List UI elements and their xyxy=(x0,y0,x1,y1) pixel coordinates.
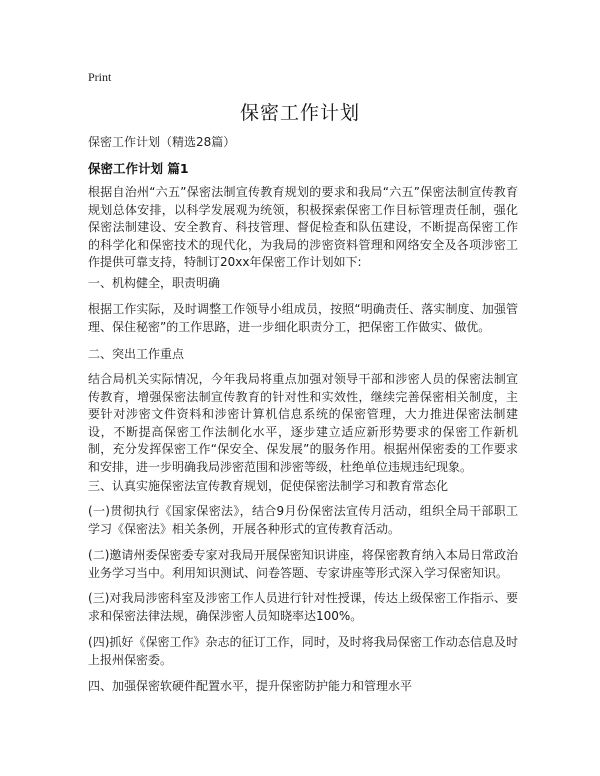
heading-key-work: 二、突出工作重点 xyxy=(88,347,185,361)
section-heading: 保密工作计划 篇1 xyxy=(88,161,189,176)
page-title: 保密工作计划 xyxy=(239,102,360,124)
intro-paragraph: 根据自治州“六五”保密法制宣传教育规划的要求和我局“六五”保密法制宣传教育规划总体安排，以科学发展观为统领，积极探索保密工作目标管理责任制，强化保密法制建设、安全教育、科技管理、督促检查和队伍建设，不断提高保密工作的科学化和保密技术的现代化，为我局的涉密资料管理和网络安全及各项涉密工作提供可靠支持，特制订20xx年保密工作计划如下: xyxy=(88,185,518,269)
document-subtitle: 保密工作计划（精选28篇） xyxy=(88,135,236,149)
list-item: (四)抓好《保密工作》杂志的征订工作，同时，及时将我局保密工作动态信息及时上报州保密委。 xyxy=(88,635,518,667)
heading-institution: 一、机构健全，职责明确 xyxy=(88,276,221,290)
list-item: (三)对我局涉密科室及涉密工作人员进行针对性授课，传达上级保密工作指示、要求和保密法律法规，确保涉密人员知晓率达100%。 xyxy=(88,591,518,623)
heading-education-plan: 三、认真实施保密法宣传教育规划，促使保密法制学习和教育常态化 xyxy=(88,479,449,493)
heading-hardware: 四、加强保密软硬件配置水平，提升保密防护能力和管理水平 xyxy=(88,679,413,693)
paragraph-institution: 根据工作实际，及时调整工作领导小组成员，按照“明确责任、落实制度、加强管理、保住秘密”的工作思路，进一步细化职责分工，把保密工作做实、做优。 xyxy=(88,302,518,334)
paragraph-key-work: 结合局机关实际情况，今年我局将重点加强对领导干部和涉密人员的保密法制宣传教育，增强保密法制宣传教育的针对性和实效性，继续完善保密相关制度，主要针对涉密文件资料和涉密计算机信息系统的保密管理，大力推进保密法制建设，不断提高保密工作法制化水平，逐步建立适应新形势要求的保密工作新机制，充分发挥保密工作“保安全、保发展”的服务作用。根据州保密委的工作要求和安排，进一步明确我局涉密范围和涉密等级，杜绝单位违规违纪现象。 xyxy=(88,372,518,474)
list-item: (一)贯彻执行《国家保密法》，结合9月份保密法宣传月活动，组织全局干部职工学习《保密法》相关条例，开展各种形式的宣传教育活动。 xyxy=(88,504,518,536)
print-label: Print xyxy=(88,70,112,84)
list-item: (二)邀请州委保密委专家对我局开展保密知识讲座，将保密教育纳入本局日常政治业务学习当中。利用知识测试、问卷答题、专家讲座等形式深入学习保密知识。 xyxy=(88,548,518,580)
